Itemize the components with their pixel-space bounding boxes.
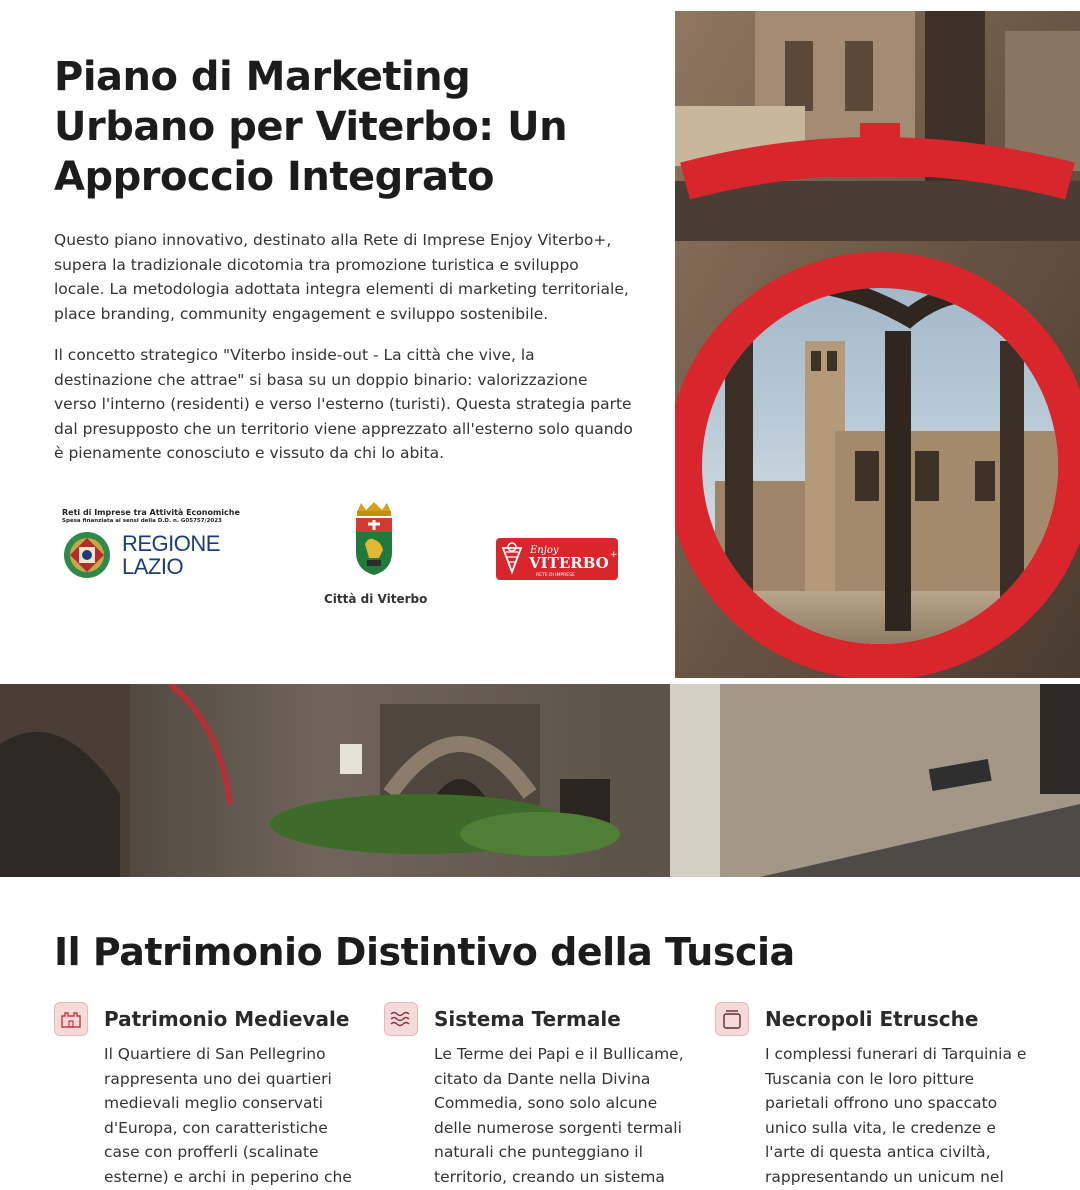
enjoy-sub: RETE DI IMPRESE	[536, 573, 575, 578]
regione-lazio-logo	[62, 508, 242, 580]
feature-text: Il Quartiere di San Pellegrino rappresenta uno dei quartieri medievali meglio conservati d'Europa, con caratteristiche case con profferli (scalinate esterne) e archi in peperino che	[104, 1045, 352, 1186]
feature-title: Sistema Termale	[434, 1007, 621, 1031]
lazio-name-1: REGIONE	[122, 531, 220, 556]
lazio-name-2: LAZIO	[122, 554, 184, 579]
cathedral-photo	[675, 11, 1080, 678]
partner-logos	[54, 500, 634, 620]
lazio-caption-2: Spesa finanziata ai sensi della D.D. n. G05757/2023	[62, 518, 222, 524]
viterbo-crest-icon	[351, 500, 397, 576]
tomb-icon	[721, 1008, 743, 1030]
enjoy-plus: +	[610, 550, 618, 560]
heritage-features	[54, 1002, 1054, 1186]
enjoy-script: Enjoy	[530, 545, 559, 556]
viterbo-caption: Città di Viterbo	[324, 592, 428, 606]
intro-paragraph-1: Questo piano innovativo, destinato alla Rete di Imprese Enjoy Viterbo+, supera la tradizionale dicotomia tra promozione turistica e sviluppo locale. La metodologia adottata integra elementi di marketing territoriale, place branding, community engagement e sviluppo sostenibile.	[54, 231, 629, 323]
enjoy-name: VITERBO	[529, 554, 609, 572]
cathedral-image	[675, 11, 1080, 678]
lazio-emblem-icon	[62, 530, 112, 580]
feature-title: Necropoli Etrusche	[765, 1007, 979, 1031]
heritage-title: Il Patrimonio Distintivo della Tuscia	[54, 930, 795, 974]
feature-text: Le Terme dei Papi e il Bullicame, citato da Dante nella Divina Commedia, sono solo alcune delle numerose sorgenti termali naturali che punteggiano il territorio, creando un sistema	[434, 1045, 684, 1186]
page-title: Piano di Marketing Urbano per Viterbo: Un Approccio Integrato	[54, 54, 568, 200]
citta-viterbo-logo	[324, 500, 428, 606]
feature-text: I complessi funerari di Tarquinia e Tuscania con le loro pitture parietali offrono uno spaccato unico sulla vita, le credenze e l'arte di questa antica civiltà, rappresentando un unicum nel	[765, 1045, 1027, 1186]
feature-title: Patrimonio Medievale	[104, 1007, 350, 1031]
street-image	[0, 684, 1080, 877]
water-waves-icon	[389, 1010, 413, 1028]
lazio-caption-1: Reti di Imprese tra Attività Economiche	[62, 508, 240, 517]
enjoy-viterbo-logo	[496, 538, 618, 582]
intro-paragraph-2: Il concetto strategico "Viterbo inside-out - La città che vive, la destinazione che attrae" si basa su un doppio binario: valorizzazione verso l'interno (residenti) e verso l'esterno (turisti). Questa strategia parte dal presupposto che un territorio viene apprezzato all'esterno solo quando è pienamente conosciuto e vissuto da chi lo abita.	[54, 346, 633, 463]
street-photo	[0, 684, 1080, 877]
castle-icon	[60, 1010, 82, 1028]
